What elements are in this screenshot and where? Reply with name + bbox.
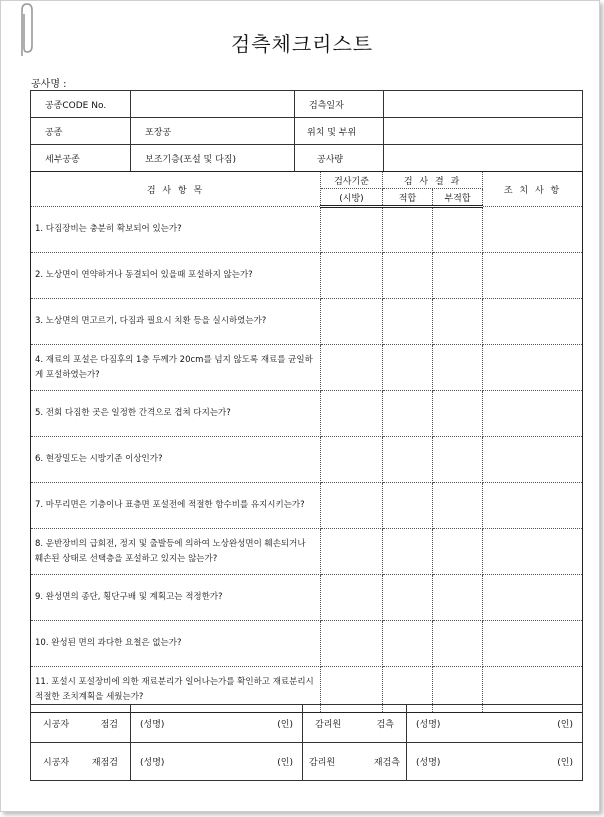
- project-name-label: 공사명 :: [31, 79, 67, 90]
- action-cell[interactable]: [483, 483, 583, 529]
- fail-cell[interactable]: [433, 345, 483, 391]
- info-value-field[interactable]: 보조기층(포설 및 다짐): [131, 145, 295, 172]
- checklist-item-text: 5. 전회 다짐한 곳은 일정한 간격으로 겹쳐 다지는가?: [31, 391, 321, 437]
- header-standard: 검사기준: [321, 172, 383, 189]
- checklist-item-text: 1. 다짐장비는 충분히 확보되어 있는가?: [31, 207, 321, 253]
- checklist-item-text: 3. 노상면의 면고르기, 다짐과 필요시 치환 등을 실시하였는가?: [31, 299, 321, 345]
- info-value-field[interactable]: [384, 91, 583, 118]
- pass-cell[interactable]: [383, 391, 433, 437]
- checklist-row: [31, 391, 583, 437]
- seal-label: (인): [557, 720, 573, 730]
- info-label: 세부공종: [31, 145, 131, 172]
- info-value-field[interactable]: [384, 118, 583, 145]
- seal-label: (인): [557, 758, 573, 768]
- name-label: (성명): [140, 758, 165, 768]
- standard-cell[interactable]: [321, 253, 383, 299]
- pass-cell[interactable]: [383, 299, 433, 345]
- signature-field[interactable]: [131, 705, 303, 743]
- standard-cell[interactable]: [321, 483, 383, 529]
- action-cell[interactable]: [483, 575, 583, 621]
- pass-cell[interactable]: [383, 253, 433, 299]
- info-value-field[interactable]: 포장공: [131, 118, 295, 145]
- signature-field[interactable]: [407, 705, 583, 743]
- checklist-item-text: 10. 완성된 면의 과다한 요철은 없는가?: [31, 621, 321, 667]
- signature-row: [31, 705, 583, 743]
- header-result: 검 사 결 과: [383, 172, 483, 189]
- signature-label: 시공자 재점검: [31, 743, 131, 781]
- signature-field[interactable]: [131, 743, 303, 781]
- name-label: (성명): [416, 720, 441, 730]
- checklist-item-text: 2. 노상면이 연약하거나 동결되어 있을때 포설하지 않는가?: [31, 253, 321, 299]
- checklist-item-text: 9. 완성면의 종단, 횡단구배 및 계획고는 적정한가?: [31, 575, 321, 621]
- checklist-item-text: 4. 재료의 포설은 다짐후의 1층 두께가 20cm를 넘지 않도록 재료를 균일하게 포설하였는가?: [31, 345, 321, 391]
- action-cell[interactable]: [483, 299, 583, 345]
- signature-label: 시공자 점검: [31, 705, 131, 743]
- info-label: 공사량: [295, 145, 384, 172]
- seal-label: (인): [277, 720, 293, 730]
- checklist-row: [31, 483, 583, 529]
- checklist-item-text: 11. 포설시 포설장비에 의한 재료분리가 일어나는가를 확인하고 재료분리시 적절한 조치계획을 세웠는가?: [31, 667, 321, 713]
- fail-cell[interactable]: [433, 253, 483, 299]
- header-pass: 적합: [383, 189, 433, 207]
- header-standard-sub: (시방): [321, 189, 383, 207]
- header-fail: 부적합: [433, 189, 483, 207]
- fail-cell[interactable]: [433, 483, 483, 529]
- checklist-row: [31, 345, 583, 391]
- checklist-row: [31, 207, 583, 253]
- info-label: 공종CODE No.: [31, 91, 131, 118]
- checklist-item-text: 6. 현장밀도는 시방기준 이상인가?: [31, 437, 321, 483]
- action-cell[interactable]: [483, 253, 583, 299]
- info-value-field[interactable]: [131, 91, 295, 118]
- standard-cell[interactable]: [321, 621, 383, 667]
- signature-field[interactable]: [407, 743, 583, 781]
- checklist-item-text: 8. 운반장비의 급회전, 정지 및 출발등에 의하여 노상완성면이 훼손되거나 훼손된 상태로 선택층을 포설하고 있지는 않는가?: [31, 529, 321, 575]
- fail-cell[interactable]: [433, 529, 483, 575]
- standard-cell[interactable]: [321, 437, 383, 483]
- fail-cell[interactable]: [433, 575, 483, 621]
- info-label: 위치 및 부위: [295, 118, 384, 145]
- action-cell[interactable]: [483, 621, 583, 667]
- action-cell[interactable]: [483, 529, 583, 575]
- standard-cell[interactable]: [321, 299, 383, 345]
- inspection-table: [30, 171, 583, 713]
- checklist-row: [31, 575, 583, 621]
- info-label: 공종: [31, 118, 131, 145]
- fail-cell[interactable]: [433, 299, 483, 345]
- checklist-row: [31, 437, 583, 483]
- standard-cell[interactable]: [321, 529, 383, 575]
- info-row: [31, 91, 583, 118]
- checklist-row: [31, 529, 583, 575]
- action-cell[interactable]: [483, 391, 583, 437]
- action-cell[interactable]: [483, 345, 583, 391]
- header-row: [31, 172, 583, 189]
- standard-cell[interactable]: [321, 391, 383, 437]
- info-value-field[interactable]: [384, 145, 583, 172]
- pass-cell[interactable]: [383, 575, 433, 621]
- seal-label: (인): [277, 758, 293, 768]
- standard-cell[interactable]: [321, 575, 383, 621]
- pass-cell[interactable]: [383, 483, 433, 529]
- info-row: [31, 118, 583, 145]
- fail-cell[interactable]: [433, 391, 483, 437]
- info-label: 검측일자: [295, 91, 384, 118]
- signature-row: [31, 743, 583, 781]
- action-cell[interactable]: [483, 437, 583, 483]
- header-action: 조 치 사 항: [483, 172, 583, 207]
- pass-cell[interactable]: [383, 621, 433, 667]
- signature-label: 감리원 재검측: [303, 743, 407, 781]
- info-row: [31, 145, 583, 172]
- fail-cell[interactable]: [433, 437, 483, 483]
- pass-cell[interactable]: [383, 207, 433, 253]
- pass-cell[interactable]: [383, 345, 433, 391]
- standard-cell[interactable]: [321, 345, 383, 391]
- name-label: (성명): [140, 720, 165, 730]
- pass-cell[interactable]: [383, 529, 433, 575]
- checklist-row: [31, 299, 583, 345]
- pass-cell[interactable]: [383, 437, 433, 483]
- fail-cell[interactable]: [433, 207, 483, 253]
- checklist-row: [31, 621, 583, 667]
- page-title: 검측체크리스트: [230, 32, 374, 56]
- checklist-item-text: 7. 마무리면은 기층이나 표층면 포설전에 적절한 함수비를 유지시키는가?: [31, 483, 321, 529]
- signature-label: 감리원 검측: [303, 705, 407, 743]
- fail-cell[interactable]: [433, 621, 483, 667]
- standard-cell[interactable]: [321, 207, 383, 253]
- items-body: [31, 207, 583, 713]
- action-cell[interactable]: [483, 207, 583, 253]
- header-item: 검 사 항 목: [31, 172, 321, 207]
- checklist-row: [31, 253, 583, 299]
- info-table: [30, 90, 583, 172]
- name-label: (성명): [416, 758, 441, 768]
- signature-table: [30, 704, 583, 781]
